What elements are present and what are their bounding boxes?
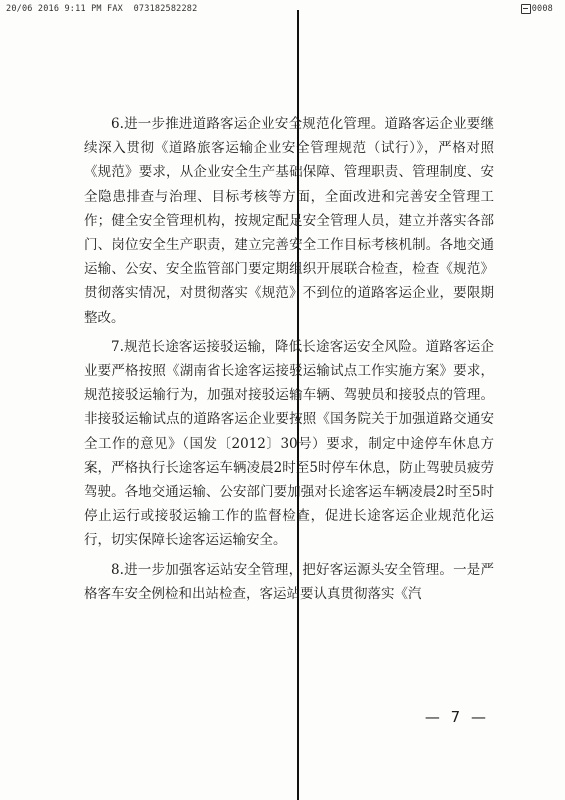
fax-header-text: 20/06 2016 9:11 PM FAX 073182582282 (6, 4, 198, 14)
page-number: — 7 — (424, 708, 489, 726)
paragraph-8: 8.进一步加强客运站安全管理，把好客运源头安全管理。一是严格客车安全例检和出站检查，客运站要认真贯彻落实《汽 (84, 561, 494, 602)
fax-page-counter (521, 4, 553, 14)
paragraph-6: 6.进一步推进道路客运企业安全规范化管理。道路客运企业要继续深入贯彻《道路旅客运输企业安全管理规范（试行）》，严格对照《规范》要求，从企业安全生产基础保障、管理职责、管理制度、安全隐患排查与治理、目标考核等方面，全面改进和完善安全管理工作；健全安全管理机构，按规定配足安全管理人员，建立并落实各部门、岗位安全生产职责，建立完善安全工作目标考核机制。各地交通运输、公安、安全监管部门要定期组织开展联合检查，检查《规范》贯彻落实情况，对贯彻落实《规范》不到位的道路客运企业，要限期整改。 (84, 116, 494, 326)
page-icon (521, 4, 531, 14)
fax-header (6, 4, 559, 18)
fax-page-counter-value: 0008 (531, 4, 553, 14)
document-body (84, 112, 494, 606)
paragraph-7: 7.规范长途客运接驳运输，降低长途客运安全风险。道路客运企业要严格按照《湖南省长途客运接驳运输试点工作实施方案》要求，规范接驳运输行为，加强对接驳运输车辆、驾驶员和接驳点的管理。非接驳运输试点的道路客运企业要按照《国务院关于加强道路交通安全工作的意见》（国发〔2012〕30号）要求，制定中途停车休息方案，严格执行长途客运车辆凌晨2时至5时停车休息，防止驾驶员疲劳驾驶。各地交通运输、公安部门要加强对长途客运车辆凌晨2时至5时停止运行或接驳运输工作的监督检查，促进长途客运企业规范化运行，切实保障长途客运运输安全。 (84, 338, 494, 549)
